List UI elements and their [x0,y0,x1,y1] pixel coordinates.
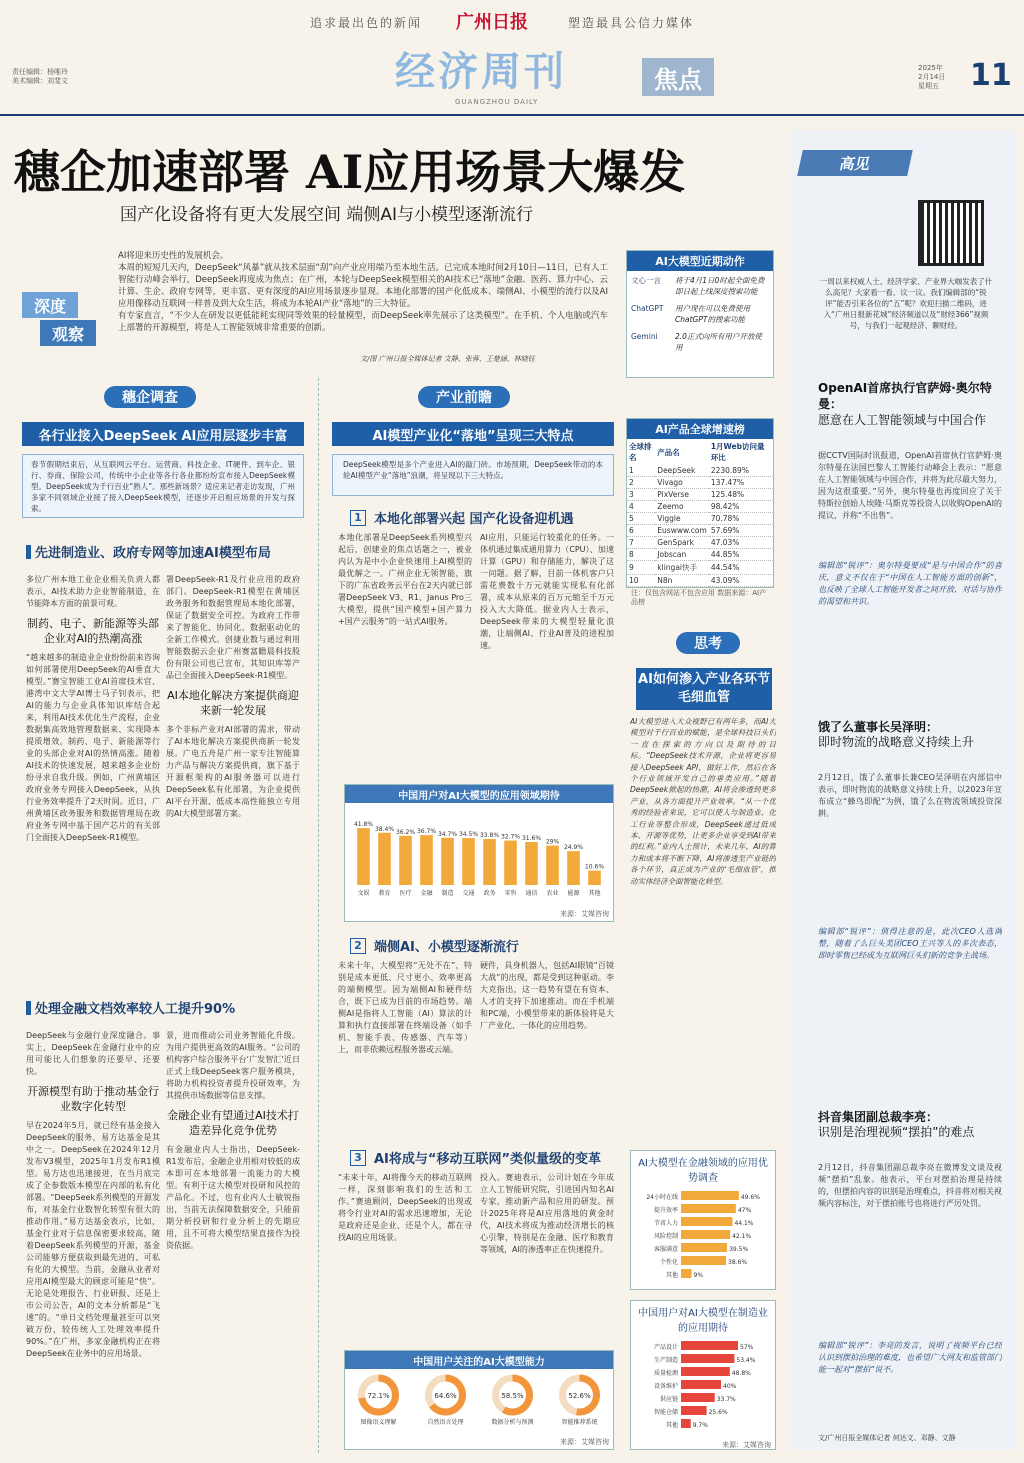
mfgchart-value-label: 48.8% [731,1370,751,1377]
chart1-value-label: 10.6% [584,863,605,871]
mfgchart-value-label: 33.7% [716,1396,736,1403]
chart1-category-label: 零售 [504,890,517,897]
headline: 穗企加速部署 AI应用场景大爆发 [14,145,686,199]
chart1-value-label: 41.8% [353,821,374,829]
chart1-bar [546,846,559,885]
mfgchart-bar [681,1367,730,1376]
table-row [627,575,773,587]
p1-text: 据CCTV国际时讯报道，OpenAI首席执行官萨姆·奥尔特曼在法国巴黎人工智能行动峰会上表示：“愿意在人工智能领域与中国合作，并将为此尽最大努力，因为这很重要。”另外，奥尔特曼也再度回应了关于特斯拉创始人埃隆·马斯克等投资人以收购OpenAI的提议，并称“不出售”。 [818,451,1002,520]
mfgchart-bar [681,1341,738,1350]
chart1-box [344,784,614,922]
recent-action-text: 2.0正式向所有用户开放使用 [675,332,762,352]
s2-text2: 硬件，具身机器人，包括AI眼镜“百镜大战”的出现，都是受到这种驱动。李大克指出，这一趋势有望在有资本、人才的支持下加速推动。而在手机端和PC端，小模型带来的新体验将是大厂产业化、一体化的应用趋势。 [480,961,614,1030]
chart3-value-label: 64.6% [434,1392,457,1400]
table-row [627,525,773,537]
mfg-chart-source: 来源：艾媒咨询 [722,1441,771,1449]
mfgchart-category-label: 质量检测 [653,1370,678,1377]
p1-name: OpenAI首席执行官萨姆·奥尔特曼： [818,381,992,411]
name-cell: Viggle [655,513,709,525]
gaojian-byline: 文/广州日报全媒体记者 何达文、邓静、文静 [818,1434,956,1442]
finchart-value-label: 39.5% [729,1246,749,1253]
value-cell: 2230.89% [709,465,773,477]
rank-cell: 10 [627,575,655,587]
mfgchart-bar [681,1393,715,1402]
mfgchart-value-label: 53.4% [736,1357,756,1364]
finchart-bar [681,1204,736,1213]
header-rule [0,114,1024,116]
left-h2: 处理金融文档效率较人工提升90% [26,998,235,1017]
chart1-bar [504,841,517,885]
finchart-category-label: 节省人力 [653,1220,678,1227]
table-row [627,549,773,561]
rank-cell: 2 [627,477,655,489]
s1-text1: 本地化部署是DeepSeek系列模型兴起后，创建业的焦点话题之一，被业内认为是中小企业快速用上AI模型的最优解之一。广州企业无领智能，旗下的广东省政务云平台在2天内就已部署DeepSeek V3、R1、Janus Pro三大模型，提供“国产模型+国产算力+国产云服务”的一站式AI服务。 [338,533,472,626]
s3-number: 3 [350,1150,366,1166]
chart1-category-label: 文娱 [357,890,370,897]
mfgchart-category-label: 供应链 [659,1396,678,1403]
recent-action-text: 将于4月1日0时起全面免费 即日起上线深度搜索功能 [675,276,765,296]
name-cell: Zeemo [655,501,709,513]
p1-quote: 愿意在人工智能领域与中国合作 [818,413,987,427]
mfgchart-category-label: 设备维护 [653,1383,678,1390]
chart3 [345,1369,613,1437]
name-cell: klingai快手 [655,561,709,575]
issue-date: 2025年 2月14日 星期五 [918,64,946,90]
intro-text: AI将迎来历史性的发展机会。 本周的短短几天内，DeepSeek“风暴”就从技术层面“刮”向产业应用端乃至本地生活。已完成本地时间2月10日—11日，已有人工智能行动峰会举行，DeepSeek再度成为焦点；在广州，本轮与DeepSeek模型相关的AI技术已“落地”金融、医药、算力中心、云计算、生企、政府专网等，更丰富、更有深度的AI应用场景逐步显现。本地化部署的国产化低成本、端侧AI、小模型的流行以及AI应用像移动互联网一样普及到大众生活，将成为本轮AI产业“落地”的三大特征。 有专家直言，“不少人在研发以更低能耗实现同等效果的轻量模型，而DeepSeek率先展示了这类模型”。在手机、个人电脑或汽车上部署的开源模型，将是人工智能领域非常重要的创新。 [118,251,608,333]
left-lead: 春节假期结束后，从互联网云平台、运营商、科技企业、IT硬件、到车企、银行、券商、保险公司，传统中小企业等各行各业都纷纷宣布接入DeepSeek模型。DeepSeek成为千行百业“熟人”。那些新场景？适应来记者走访发现，广州多家不同领域企业接了接入DeepSeek模型，还逐步开启相应场景的开发与探索。 [22,454,304,518]
table-row [627,465,773,477]
value-cell: 44.85% [709,549,773,561]
rank-cell: 3 [627,489,655,501]
finchart-value-label: 9% [693,1272,704,1279]
column-divider [318,378,319,1453]
s2-text1: 未来十年，大模型将“无处不在”，特别是成本更低、尺寸更小、效率更高的端侧模型。因为端侧AI和硬件结合，既下已成为目前的市场趋势。端侧AI是指将人工智能（AI）算法的计算和执行直接部署在终端设备（如手机、智能手表、传感器、汽车等）上，而非依赖远程服务器或云端。 [338,961,472,1054]
chart1-value-label: 33.8% [479,832,500,840]
recent-action-text: 用户现在可以免费使用ChatGPT的搜索功能 [675,304,750,324]
value-cell: 98.42% [709,501,773,513]
growth-title: AI产品全球增速榜 [627,419,773,439]
recent-action-name: 文心一言 [631,276,661,285]
chart1-value-label: 34.7% [437,830,458,838]
s3-heading: 3 AI将成与“移动互联网”类似量级的变革 [350,1148,601,1167]
name-cell: Euswww.com [657,526,707,535]
chart1-category-label: 农业 [546,890,559,897]
recent-action-row [631,331,769,353]
chart1-category-label: 金融 [420,890,433,897]
table-row [627,561,773,575]
value-cell: 70.78% [709,513,773,525]
rank-cell: 9 [627,561,655,575]
chart3-category-label: 图像语义理解 [360,1419,397,1426]
h2-bar [26,1001,31,1015]
recent-action-name: ChatGPT [631,304,664,313]
mfg-chart-title: 中国用户对AI大模型在制造业的应用期待 [638,1308,768,1334]
rank-cell: 8 [627,549,655,561]
mfg-chart-box [630,1300,776,1450]
finance-chart-box [630,1150,776,1290]
newspaper-logo: 广州日报 [456,12,528,33]
mid-banner: AI模型产业化“落地”呈现三大特点 [332,422,614,446]
rank-cell: 4 [627,501,655,513]
qr-code-icon[interactable] [918,200,984,266]
value-cell: 47.03% [709,537,773,549]
chart1-category-label: 其他 [588,890,601,897]
q4: 金融企业有望通过AI技术打造差异化竞争优势 [167,1109,299,1137]
chart1-value-label: 31.6% [521,835,542,843]
finchart-bar [681,1269,692,1278]
rank-cell: 1 [627,465,655,477]
s2-heading: 2 端侧AI、小模型逐渐流行 [350,936,519,955]
s3-text2: 投入。赛迪表示，公司计划在今年成立人工智能研究院，引进国内知名AI专家，推动新产品和应用的研发。预计2025年将是AI应用落地的黄金时代，AI技术将成为推动经济增长的核心引擎，特别是在金融、医疗和教育等领域，AI的渗透率正在快速提升。 [480,1173,614,1254]
chart1-category-label: 医疗 [399,890,412,897]
mfgchart-value-label: 9.7% [692,1422,708,1429]
pill-outlook: 产业前瞻 [418,386,510,408]
finchart-value-label: 42.1% [732,1233,752,1240]
p1-comment: 编辑部“锐评”：奥尔特曼要成“是与中国合作”的喜庆，意义不仅在于“中国在人工智能方面的创新”，也反映了全球人工智能开发者之间开放、对话与协作的渴望和共识。 [818,561,1002,606]
pill-think: 思考 [676,632,740,654]
chart1-bar [462,838,475,885]
recent-action-name: Gemini [631,332,658,341]
p3-name: 抖音集团副总裁李亮： [818,1110,939,1124]
page-number: 11 [970,58,1012,93]
chart3-value-label: 72.1% [367,1392,390,1400]
finchart-category-label: 其他 [665,1272,678,1279]
mfgchart-category-label: 智能仓储 [653,1409,678,1416]
pill-survey: 穗企调查 [104,386,196,408]
chart1-bar [588,871,601,885]
h1-bar [26,545,31,559]
chart1-bar [357,828,370,885]
finchart-category-label: 风险控制 [653,1233,678,1240]
chart1-value-label: 34.5% [458,831,479,839]
chart3-value-label: 52.6% [568,1392,591,1400]
finchart-category-label: 提升效率 [653,1207,678,1214]
mfgchart-bar [681,1406,707,1415]
chart1-bar [483,839,496,885]
p2-comment: 编辑部“锐评”：值得注意的是，此次CEO人选调整，随着了么巨头美团CEO王兴等人的多次表态，即时零售已经成为互联网巨头们新的竞争主战场。 [818,927,1002,960]
q2: AI本地化解决方案提供商迎来新一轮发展 [167,689,299,717]
col-growth: 1月Web访问量环比 [710,442,765,462]
p3-quote: 识别是治理视频“摆拍”的难点 [818,1125,975,1139]
chart1-value-label: 38.4% [374,825,395,833]
left-col2: 署DeepSeek-R1及行业应用的政府部门。DeepSeek-R1模型在黄埔区政务服务和数据管理局本地化部署，保证了数据安全可控。为政府工作带来了智能化、协同化、数据驱动化的全新工作模式。创捷业数与通过利用智能数据云企业广州赛富瞻晨科技股份有限公司也已宣布，其知识库等产品已全面接入DeepSeek-R1模型。 AI本地化解决方案提供商迎来新一轮发展 多个非标产业对AI部署的需求，带动了AI本地化解决方案提供商新一轮发展。广电五舟是广州一家专注智能算力产品与解决方案提供商，旗下基于开源框架构的AI服务器可以进行DeepSeek私有化部署，为企业提供AI平台开源、低成本高性能独立专用的AI大模型部署方案。 [166,575,300,818]
tag-depth: 深度 [22,292,78,318]
chart1 [345,803,613,907]
left-banner: 各行业接入DeepSeek AI应用层逐步丰富 [22,422,304,446]
finchart-value-label: 49.6% [740,1194,760,1201]
section-title: 经济周刊 [395,48,567,95]
s1-heading: 1 本地化部署兴起 国产化设备迎机遇 [350,508,574,527]
mfgchart-bar [681,1354,734,1363]
s2-number: 2 [350,938,366,954]
q1: 制药、电子、新能源等头部企业对AI的热潮高涨 [27,617,159,645]
mfgchart-bar [681,1419,691,1428]
chart1-value-label: 36.2% [395,828,416,836]
paper-en: GUANGZHOU DAILY [455,98,539,106]
left-col1: 多位广州本地工业企业相关负责人都表示，AI技术助力企业智能制造，在节能降本方面的前景可观。 制药、电子、新能源等头部企业对AI的热潮高涨 “越来越多的制造业企业纷纷前来咨询如何部署使用DeepSeek的AI垂直大模型。”赛宝智能工业AI首席技术官、港湾中文大学AI博士马子钊表示，把AI的能力与企业具体知识库结合起来，利用AI技术优化生产流程，企业数据集高效地管理数据来、实现降本提质增效。制药、电子、新能源等行业的头部企业对AI的热情高涨。随着AI技术的快速发展，越来越多企业纷纷寻求自我升级。例如，广州黄埔区政府业务专网接入DeepSeek，从执行业务效率提升了2天时间。近日，广州黄埔区政务服务和数据管理局在政府业务专网中基于国产芯片的有关部门全面接入DeepSeek-R1模型。 [26,575,160,842]
editor-credit: 责任编辑：杨唯玲 美术编辑：刘斐文 [12,68,68,85]
chart1-bar [441,838,454,885]
finchart-bar [681,1243,727,1252]
finchart-bar [681,1217,732,1226]
mfg-chart [631,1337,775,1437]
left-h1: 先进制造业、政府专网等加速AI模型布局 [26,542,271,561]
recent-actions-box [626,250,774,378]
table-row [627,477,773,489]
name-cell: Vivago [655,477,709,489]
chart1-value-label: 32.7% [500,833,521,841]
chart1-category-label: 能源 [567,890,580,897]
table-row [627,501,773,513]
mid-lead: DeepSeek模型是多个产业进入AI的敲门砖。市场预期，DeepSeek带动的本轮AI模型产业“落地”浪潮，将呈现以下三大特点。 [332,454,614,496]
value-cell: 43.09% [709,575,773,587]
s3-text1: “未来十年，AI将像今天的移动互联网一样，深刻影响我们的生活和工作。”赛迪顾问，DeepSeek的出现或将令行业对AI的需求迅速增加，无论是政府还是企业、还是个人，都在寻找AI的应用场景。 [338,1173,472,1242]
name-cell: DeepSeek [655,465,709,477]
slogan-right: 塑造最具公信力媒体 [568,16,695,30]
chart1-title: 中国用户对AI大模型的应用领域期待 [345,785,613,803]
finchart-category-label: 客服满意 [653,1246,678,1253]
finchart-bar [681,1191,739,1200]
col-name: 产品名 [657,447,680,457]
slogan-left: 追求最出色的新闻 [310,16,423,30]
finchart-category-label: 24小时在线 [646,1194,678,1201]
focus-label: 焦点 [642,58,714,96]
chart1-bar [525,842,538,885]
rank-cell: 6 [627,525,655,537]
s1-number: 1 [350,510,366,526]
p2-name: 饿了么董事长吴泽明： [818,720,939,734]
chart3-category-label: 智能推荐系统 [561,1419,598,1426]
mfgchart-value-label: 40% [723,1383,737,1390]
mfgchart-value-label: 25.6% [708,1409,728,1416]
growth-rank-box [626,418,774,606]
table-row [627,537,773,549]
p3-comment: 编辑部“锐评”：李亮的发言，说明了视频平台已经认识到摆拍治理的难度，也希望广大网友和监管部门能一起对“摆拍”说不。 [818,1341,1002,1374]
chart1-value-label: 29% [545,838,560,846]
chart1-bar [378,833,391,885]
tag-observe: 观察 [40,320,96,346]
chart3-title: 中国用户关注的AI大模型能力 [345,1351,613,1369]
value-cell: 44.54% [709,561,773,575]
finchart-value-label: 47% [737,1207,752,1214]
q3: 开源模型有助于推动基金行业数字化转型 [27,1085,159,1113]
chart1-bar [420,835,433,885]
finance-chart [631,1187,775,1287]
think-banner: AI如何渗入产业各环节毛细血管 [636,668,772,710]
think-text: AI大模型进入大众视野已有两年多，而AI大模型对千行百业的赋能，是全球科技巨头们一直在探索的方向以及期待的目标。“DeepSeek技术开源，企业将更容易接入DeepSeek API，做好工作，然后在各个行业领域开发自己的垂类应用。”随着DeepSeek掀起的热潮，AI将会渗透到更多产业，从各方面提升产业效率。“从一个优秀的经验者来说，它可以使人与制造业、化工行业等整合形成，DeepSeek通过低成本、开源等优势，让更多企业享受到AI带来的红利。”业内人士预计，未来几年，AI的算力和成本将不断下降，AI将渗透至产业链的各个环节，真正成为产业的‘毛细血管’，推动实体经济全面智能化转型。 [630,717,776,886]
finchart-bar [681,1256,726,1265]
finchart-bar [681,1230,730,1239]
table-row [627,489,773,501]
p2-quote: 即时物流的战略意义持续上升 [818,735,975,749]
name-cell: GenSpark [655,537,709,549]
growth-table [627,439,773,587]
qr-note: 一周以来权威人士、经济学家、产业界大咖发表了什么高见？大家看一看、议一议。我们编辑部的“锐评”能否引来各位的“五”呢？欢迎扫描二维码，进入“广州日报新花城”经济频道以及“财经366”视频号，与我们一起观经济、聊财经。 [819,277,993,330]
value-cell: 125.48% [709,489,773,501]
chart1-value-label: 36.7% [416,828,437,836]
chart3-source: 来源：艾媒咨询 [560,1438,609,1446]
intro-byline: 文/图 广州日报全媒体记者 文静、张蓉、王楚涵、林晓钰 [360,355,535,363]
finchart-value-label: 38.6% [728,1259,748,1266]
mfgchart-category-label: 其他 [665,1422,678,1429]
rank-cell: 7 [627,537,655,549]
recent-action-row [631,303,769,325]
s1-text2: AI应用，只能运行较重化的任务。一体机通过集成通用算力（CPU）、加速计算（GPU）和存储能力，解决了这一问题。据了解，目前一体机客户只需花费数十万元就能实现私有化部署，成本从原来的百万元缩至千万元投入大大降低。据业内人士表示，DeepSeek带来的大模型轻量化浪潮，让端侧AI、行业AI普及的进程加速。 [480,533,614,650]
chart1-category-label: 交通 [462,890,475,897]
chart1-category-label: 制造 [441,890,454,897]
left-col3: DeepSeek与金融行业深度融合。事实上，DeepSeek在金融行业中的应用可能比人们想象的还要早、还要快。 开源模型有助于推动基金行业数字化转型 早在2024年5月，就已经有基金接入DeepSeek的服务，易方达基金是其中之一。DeepSeek在2024年12月发布V3模型，2025年1月发布R1模型。易方达也迅速接进，在当月底完成了全参数版本模型在内部的私有化部署。“DeepSeek系列模型的开源发布，对基金行业数智化转型有很大的推动作用。”易方达基金表示，比如，基金行业对于信息保密要求较高，随着DeepSeek系列模型的开源，基金公司能够方便获取到最先进的、可私有化的大模型。当前，金融从业者对应用AI模型最大的顾虑可能是“快”。无论是处理报告、行业研报、还是上市公司公告，AI的文本分析都是“飞速”的。“单日文档处理量甚至可以突破万份，较传统人工处理效率提升90%。”在广州，多家金融机构正在将DeepSeek在业务中的应用场景。 [26,1031,160,1358]
mfgchart-bar [681,1380,721,1389]
chart1-category-label: 教育 [378,890,391,897]
recent-action-row [631,275,769,297]
chart1-bar [399,836,412,885]
name-cell: Jobscan [655,549,709,561]
chart1-source: 来源：艾媒咨询 [560,910,609,918]
chart3-box [344,1350,614,1450]
chart3-category-label: 自然语言处理 [427,1419,464,1426]
name-cell: PixVerse [655,489,709,501]
chart3-category-label: 数据分析与预测 [491,1419,534,1426]
recent-actions-title: AI大模型近期动作 [627,251,773,271]
growth-note: 注：仅包含网站不包含应用 数据来源：AI产品榜 [631,589,767,606]
chart1-value-label: 24.9% [563,844,584,852]
p2-text: 2月12日，饿了么董事长兼CEO吴泽明在内部信中表示，即时物流的战略意义持续上升，以2023年宣布成立“蜂鸟即配”为例，饿了么在物流领域投资深耕。 [818,773,1002,818]
mfgchart-category-label: 生产制造 [653,1357,678,1364]
mfgchart-category-label: 产品设计 [653,1344,678,1351]
gaojian-title: 高见 [797,150,913,176]
col-rank: 全球排名 [629,442,652,462]
chart3-value-label: 58.5% [501,1392,524,1400]
name-cell: N8n [655,575,709,587]
subhead: 国产化设备将有更大发展空间 端侧AI与小模型逐渐流行 [120,205,534,225]
table-row [627,513,773,525]
value-cell: 137.47% [709,477,773,489]
value-cell: 57.69% [709,525,773,537]
chart1-bar [567,851,580,885]
finchart-category-label: 个性化 [659,1259,678,1266]
chart1-category-label: 政务 [483,890,496,897]
finchart-value-label: 44.1% [734,1220,754,1227]
mfgchart-value-label: 57% [740,1344,754,1351]
chart1-category-label: 通信 [525,890,538,897]
rank-cell: 5 [627,513,655,525]
left-col4: 景，进而推动公司业务智能化升级。为用户提供更高效的AI服务。“公司的机构客户综合服务平台‘广发智汇’近日正式上线DeepSeek客户服务模块，将助力机构投资者提升投研效率，为其提供市场数据等信息支撑。 金融企业有望通过AI技术打造差异化竞争优势 有金融业内人士指出，DeepSeek-R1发布后，金融企业用相对较低的成本即可在本地部署一流能力的大模型。有利于这大模型对投研和风控的产品化。不过，也有业内人士敏锐指出，当前无法保障数据安全，只能前期分析投研和行业分析上的先期应用，且不可将大模型结果直接作为投资依据。 [166,1031,300,1250]
p3-text: 2月12日，抖音集团副总裁李亮在微博发文谈及视频“摆拍”乱象。他表示，平台对摆拍治理是持续的，但摆拍内容的识别是治理难点，抖音将对相关视频内容标注，对于摆拍账号也将进行严厉处罚。 [818,1163,1002,1208]
finance-chart-title: AI大模型在金融领域的应用优势调查 [638,1158,768,1184]
